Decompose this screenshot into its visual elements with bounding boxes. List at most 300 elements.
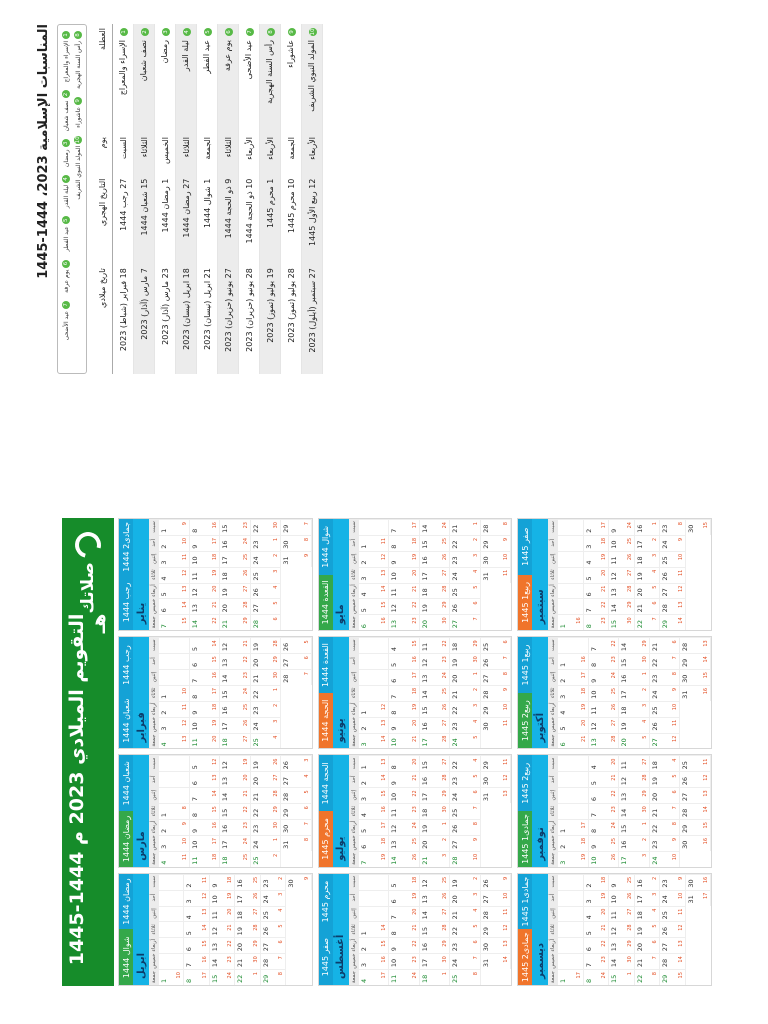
- hijri-day: 10: [472, 853, 479, 861]
- hijri-day: 26: [242, 569, 249, 577]
- gregorian-day: 2: [559, 678, 568, 683]
- hijri-day: 22: [442, 640, 449, 647]
- day-cell: [281, 653, 312, 669]
- gregorian-day: 16: [221, 706, 230, 715]
- event-name: [260, 24, 281, 133]
- hijri-day: 1: [652, 522, 659, 526]
- weekday-label: إثنين: [550, 553, 557, 565]
- gregorian-day: 3: [584, 899, 593, 904]
- weekday-label: ثلاثاء: [550, 569, 557, 580]
- gregorian-day: 26: [650, 722, 659, 731]
- weekday-label: خميس: [550, 835, 557, 851]
- hijri-day: 9: [181, 522, 188, 526]
- gregorian-day: 21: [221, 619, 230, 629]
- gregorian-day: 15: [610, 974, 619, 983]
- day-cell: [210, 953, 235, 969]
- empty-cell: [159, 637, 190, 653]
- hijri-day: 21: [411, 585, 418, 592]
- day-cell: [420, 851, 451, 867]
- gregorian-day: 19: [650, 777, 659, 786]
- gregorian-day: 26: [661, 572, 670, 581]
- hijri-month-label: جمادى2 1444: [119, 519, 133, 575]
- legend-item: [62, 216, 70, 251]
- hijri-day: 23: [611, 806, 618, 813]
- day-cell: [589, 653, 620, 669]
- gregorian-day: 10: [610, 540, 619, 549]
- event-name: [239, 24, 260, 133]
- gregorian-day: 21: [451, 690, 460, 699]
- day-cell: [359, 803, 390, 819]
- month-name: سبتمبر: [532, 519, 548, 630]
- hijri-day: 9: [672, 687, 679, 692]
- weekday-label: إثنين: [151, 789, 157, 801]
- gregorian-day: 22: [635, 619, 644, 629]
- empty-cell: [558, 937, 583, 953]
- day-cell: [261, 921, 286, 937]
- days-grid: [558, 637, 711, 748]
- day-cell: [389, 653, 420, 669]
- hijri-day: 10: [672, 703, 679, 711]
- hijri-day: 10: [181, 837, 188, 845]
- hijri-day: 29: [273, 656, 280, 663]
- day-cell: [359, 787, 390, 803]
- empty-cell: [359, 890, 390, 906]
- day-cell: [450, 921, 481, 937]
- gregorian-day: 23: [650, 840, 659, 849]
- month-5: [318, 518, 513, 631]
- gregorian-day: 24: [251, 840, 260, 849]
- empty-cell: [558, 921, 583, 937]
- day-cell: [420, 583, 451, 599]
- day-cell: [251, 598, 282, 614]
- gregorian-day: 28: [681, 808, 690, 818]
- gregorian-day: 24: [661, 540, 670, 549]
- day-cell: [210, 890, 235, 906]
- gregorian-day: 9: [190, 710, 199, 715]
- gregorian-day: 3: [359, 797, 368, 802]
- hijri-day: 16: [575, 617, 582, 624]
- hijri-day: 28: [442, 585, 449, 592]
- day-cell: [281, 535, 312, 551]
- days-grid: [558, 874, 711, 985]
- hijri-day: 5: [641, 735, 648, 739]
- gregorian-day: 16: [236, 879, 245, 888]
- day-cell: [389, 937, 420, 953]
- day-cell: [389, 953, 420, 969]
- gregorian-day: 31: [481, 792, 490, 802]
- day-cell: [660, 874, 685, 890]
- events-legend: [57, 24, 87, 374]
- gregorian-day: 4: [559, 710, 568, 715]
- gregorian-day: 5: [190, 765, 199, 770]
- day-cell: [609, 614, 634, 630]
- month-name: مايو: [333, 519, 349, 630]
- gregorian-day: 1: [359, 544, 368, 549]
- day-cell: [190, 567, 221, 583]
- gregorian-day: 24: [451, 572, 460, 581]
- gregorian-day: 7: [390, 694, 399, 699]
- gregorian-day: 31: [681, 690, 690, 699]
- gregorian-day: 25: [451, 974, 460, 983]
- gregorian-day: 15: [221, 808, 230, 818]
- gregorian-day: 15: [221, 524, 230, 533]
- gregorian-day: 19: [420, 824, 429, 833]
- hijri-day: 28: [442, 924, 449, 931]
- hijri-day: 25: [442, 537, 449, 545]
- hijri-day: 28: [252, 924, 259, 931]
- gregorian-day: 16: [221, 824, 230, 833]
- gregorian-day: 6: [160, 608, 168, 613]
- event-label: يوم عرفة: [223, 40, 232, 72]
- hijri-day: 21: [411, 774, 418, 781]
- event-name: [134, 24, 155, 133]
- gregorian-day: 18: [420, 588, 429, 597]
- day-cell: [420, 598, 451, 614]
- gregorian-day: 3: [160, 560, 168, 565]
- hijri-month-label: صفر 1445: [319, 929, 333, 985]
- gregorian-day: 18: [420, 808, 429, 818]
- hijri-day: 17: [411, 522, 418, 529]
- event-number-icon: 8: [267, 28, 275, 36]
- gregorian-day: 24: [251, 556, 260, 565]
- gregorian-day: 2: [359, 781, 368, 786]
- empty-cell: [159, 669, 190, 685]
- gregorian-day: 1: [160, 978, 168, 983]
- gregorian-day: 30: [481, 556, 490, 565]
- hijri-day: 18: [411, 876, 418, 884]
- day-cell: [359, 583, 390, 599]
- gregorian-day: 7: [589, 647, 598, 652]
- day-cell: [235, 953, 260, 969]
- hijri-day: 28: [641, 774, 648, 781]
- day-cell: [220, 717, 251, 733]
- hijri-day: 19: [212, 569, 219, 577]
- hijri-months: [319, 519, 333, 630]
- day-cell: [680, 819, 711, 835]
- logo: [75, 532, 101, 614]
- event-hijri: 15 شعبان 1444: [134, 175, 155, 265]
- day-cell: [481, 535, 512, 551]
- hijri-day: 15: [212, 656, 219, 663]
- table-row: [134, 24, 155, 374]
- day-cell: [635, 551, 660, 567]
- day-cell: [635, 535, 660, 551]
- day-cell: [660, 598, 685, 614]
- gregorian-day: 23: [251, 706, 260, 715]
- hijri-day: 24: [227, 972, 234, 979]
- gregorian-day: 19: [635, 572, 644, 581]
- gregorian-day: 5: [185, 931, 194, 936]
- weekday-label: أحد: [151, 538, 157, 547]
- hijri-month-label: القعدة 1444: [319, 637, 333, 693]
- event-gregorian: 21 ابريل (نيسان) 2023: [197, 264, 218, 374]
- weekday-label: جمعة: [550, 852, 557, 865]
- legend-label: رأس السنة الهجرية: [74, 41, 82, 89]
- day-cell: [190, 598, 221, 614]
- gregorian-day: 25: [251, 572, 260, 581]
- gregorian-day: 6: [359, 624, 368, 629]
- day-cell: [450, 519, 481, 535]
- hijri-day: 12: [181, 569, 188, 577]
- empty-cell: [159, 953, 184, 969]
- empty-cell: [159, 771, 190, 787]
- day-cell: [210, 921, 235, 937]
- day-cell: [420, 535, 451, 551]
- day-cell: [251, 551, 282, 567]
- month-name: أكتوبر: [532, 637, 548, 748]
- day-cell: [481, 906, 512, 922]
- empty-cell: [359, 906, 390, 922]
- gregorian-day: 7: [359, 860, 368, 865]
- hijri-day: 4: [273, 585, 280, 589]
- hijri-day: 3: [652, 553, 659, 557]
- hijri-day: 20: [212, 585, 219, 592]
- day-cell: [650, 701, 681, 717]
- day-cell: [220, 771, 251, 787]
- hijri-day: 11: [503, 719, 510, 727]
- gregorian-day: 7: [589, 812, 598, 818]
- empty-cell: [558, 551, 583, 567]
- weekday-label: سبت: [350, 521, 357, 533]
- weekday-label: سبت: [350, 875, 357, 888]
- hijri-day: 18: [212, 553, 219, 561]
- event-number-icon: 9: [74, 97, 82, 105]
- hijri-day: 13: [381, 569, 388, 577]
- weekday-row: [548, 519, 558, 630]
- day-cell: [281, 637, 312, 653]
- day-cell: [450, 567, 481, 583]
- day-cell: [389, 567, 420, 583]
- day-cell: [251, 567, 282, 583]
- gregorian-day: 4: [185, 915, 194, 920]
- table-row: [260, 24, 281, 374]
- day-cell: [389, 756, 420, 772]
- empty-cell: [159, 874, 184, 890]
- hijri-day: 4: [641, 719, 648, 723]
- hijri-day: 17: [381, 972, 388, 979]
- gregorian-day: 20: [420, 840, 429, 849]
- gregorian-day: 6: [185, 947, 194, 952]
- gregorian-day: 7: [390, 528, 399, 533]
- hijri-day: 24: [242, 687, 249, 695]
- hijri-day: 4: [278, 908, 285, 912]
- weekday-label: خميس: [550, 598, 557, 615]
- legend-item: [62, 175, 70, 208]
- hijri-day: 26: [442, 703, 449, 711]
- gregorian-day: 4: [160, 860, 168, 865]
- gregorian-day: 12: [610, 927, 619, 936]
- weekday-row: [548, 756, 558, 867]
- hijri-day: 21: [242, 640, 249, 647]
- hijri-day: 16: [702, 837, 709, 845]
- gregorian-day: 8: [190, 694, 199, 699]
- day-cell: [589, 803, 620, 819]
- weekday-label: سبت: [151, 875, 157, 888]
- gregorian-day: 14: [420, 524, 429, 533]
- gregorian-day: 21: [635, 604, 644, 613]
- hijri-day: 26: [242, 719, 249, 727]
- hijri-months: [319, 756, 333, 867]
- day-cell: [686, 890, 711, 906]
- day-cell: [635, 969, 660, 985]
- hijri-day: 30: [273, 822, 280, 829]
- hijri-day: 3: [303, 758, 310, 762]
- hijri-day: 12: [503, 924, 510, 931]
- day-cell: [220, 653, 251, 669]
- day-cell: [420, 906, 451, 922]
- gregorian-day: 18: [221, 572, 230, 581]
- event-day: الجمعة: [197, 133, 218, 175]
- day-cell: [650, 835, 681, 851]
- hijri-months: [119, 519, 133, 630]
- table-row: [113, 24, 134, 374]
- table-row: [239, 24, 260, 374]
- day-cell: [190, 819, 221, 835]
- day-cell: [359, 953, 390, 969]
- day-cell: [481, 937, 512, 953]
- gregorian-day: 11: [190, 572, 199, 581]
- hijri-day: 22: [411, 790, 418, 797]
- hijri-day: 16: [212, 822, 219, 829]
- month-9: [517, 518, 712, 631]
- gregorian-day: 27: [481, 674, 490, 683]
- gregorian-day: 16: [420, 942, 429, 952]
- gregorian-day: 2: [584, 883, 593, 888]
- day-cell: [660, 890, 685, 906]
- hijri-day: 20: [411, 569, 418, 577]
- hijri-day: 13: [677, 940, 684, 947]
- gregorian-day: 27: [650, 738, 659, 747]
- gregorian-day: 7: [584, 962, 593, 968]
- gregorian-day: 28: [481, 911, 490, 920]
- hijri-day: 9: [677, 876, 684, 880]
- day-cell: [481, 890, 512, 906]
- hijri-day: 4: [273, 735, 280, 739]
- hijri-day: 13: [702, 640, 709, 647]
- gregorian-day: 30: [681, 840, 690, 849]
- weekday-label: أربعاء: [350, 938, 357, 952]
- weekday-label: ثلاثاء: [350, 687, 357, 699]
- gregorian-day: 3: [359, 576, 368, 581]
- day-cell: [420, 890, 451, 906]
- event-hijri: 10 محرم 1445: [281, 175, 302, 265]
- day-cell: [660, 567, 685, 583]
- day-cell: [558, 835, 589, 851]
- empty-cell: [159, 890, 184, 906]
- hijri-day: 4: [303, 774, 310, 778]
- hijri-day: 27: [442, 719, 449, 727]
- day-cell: [680, 685, 711, 701]
- gregorian-day: 17: [420, 572, 429, 581]
- gregorian-day: 20: [420, 619, 429, 629]
- hijri-month-label: جمادى1 1445: [518, 811, 532, 867]
- hijri-day: 23: [227, 956, 234, 963]
- event-number-icon: 1: [62, 31, 70, 39]
- day-cell: [251, 583, 282, 599]
- hijri-day: 13: [212, 774, 219, 781]
- gregorian-day: 30: [481, 942, 490, 952]
- gregorian-day: 27: [282, 777, 291, 786]
- hijri-day: 15: [702, 822, 709, 829]
- day-cell: [589, 851, 620, 867]
- legend-label: المولد النبوي الشريف: [74, 145, 82, 200]
- legend-item: [74, 97, 82, 128]
- day-cell: [420, 717, 451, 733]
- gregorian-day: 27: [251, 604, 260, 613]
- gregorian-day: 30: [481, 777, 490, 786]
- day-cell: [389, 851, 420, 867]
- gregorian-day: 25: [451, 808, 460, 818]
- gregorian-day: 11: [390, 588, 399, 597]
- empty-cell: [159, 921, 184, 937]
- weekday-label: جمعة: [151, 852, 157, 865]
- days-grid: [359, 874, 512, 985]
- day-cell: [420, 756, 451, 772]
- day-cell: [420, 669, 451, 685]
- hijri-day: 11: [677, 569, 684, 577]
- day-cell: [251, 733, 282, 749]
- day-cell: [251, 685, 282, 701]
- hijri-day: 6: [472, 790, 479, 794]
- hijri-day: 28: [442, 774, 449, 781]
- day-cell: [420, 614, 451, 630]
- day-cell: [389, 771, 420, 787]
- gregorian-day: 12: [390, 604, 399, 613]
- legend-label: يوم عرفة: [62, 269, 70, 293]
- day-cell: [584, 906, 609, 922]
- day-cell: [359, 937, 390, 953]
- empty-cell: [558, 803, 589, 819]
- gregorian-day: 7: [190, 678, 199, 683]
- hijri-day: 18: [580, 687, 587, 695]
- hijri-month-label: رجب 1444: [119, 637, 133, 693]
- day-cell: [589, 835, 620, 851]
- day-cell: [584, 535, 609, 551]
- hijri-day: 29: [273, 806, 280, 813]
- hijri-day: 27: [442, 758, 449, 765]
- calendar-title: التقويم الميلادي 2023 م 1444-1445 هـ: [66, 613, 110, 966]
- empty-cell: [359, 685, 390, 701]
- day-cell: [251, 701, 282, 717]
- hijri-day: 30: [626, 956, 633, 963]
- hijri-day: 13: [503, 790, 510, 797]
- gregorian-day: 3: [559, 860, 568, 865]
- day-cell: [220, 598, 251, 614]
- gregorian-day: 27: [451, 840, 460, 849]
- gregorian-day: 31: [481, 958, 490, 968]
- weekday-label: إثنين: [151, 553, 157, 565]
- hijri-day: 12: [381, 703, 388, 711]
- hijri-month-label: صفر 1445: [518, 519, 532, 575]
- hijri-day: 13: [503, 940, 510, 947]
- day-cell: [609, 551, 634, 567]
- hijri-day: 23: [411, 806, 418, 813]
- day-cell: [286, 874, 311, 890]
- gregorian-day: 1: [160, 528, 168, 533]
- day-cell: [619, 637, 650, 653]
- weekday-label: أحد: [550, 657, 557, 665]
- gregorian-day: 8: [390, 710, 399, 715]
- month-name: يوليو: [333, 756, 349, 867]
- gregorian-day: 24: [451, 738, 460, 747]
- gregorian-day: 16: [221, 540, 230, 549]
- hijri-day: 1: [472, 672, 479, 676]
- day-cell: [420, 921, 451, 937]
- gregorian-day: 19: [451, 658, 460, 668]
- day-cell: [420, 937, 451, 953]
- day-cell: [450, 803, 481, 819]
- event-day: الثلاثاء: [176, 133, 197, 175]
